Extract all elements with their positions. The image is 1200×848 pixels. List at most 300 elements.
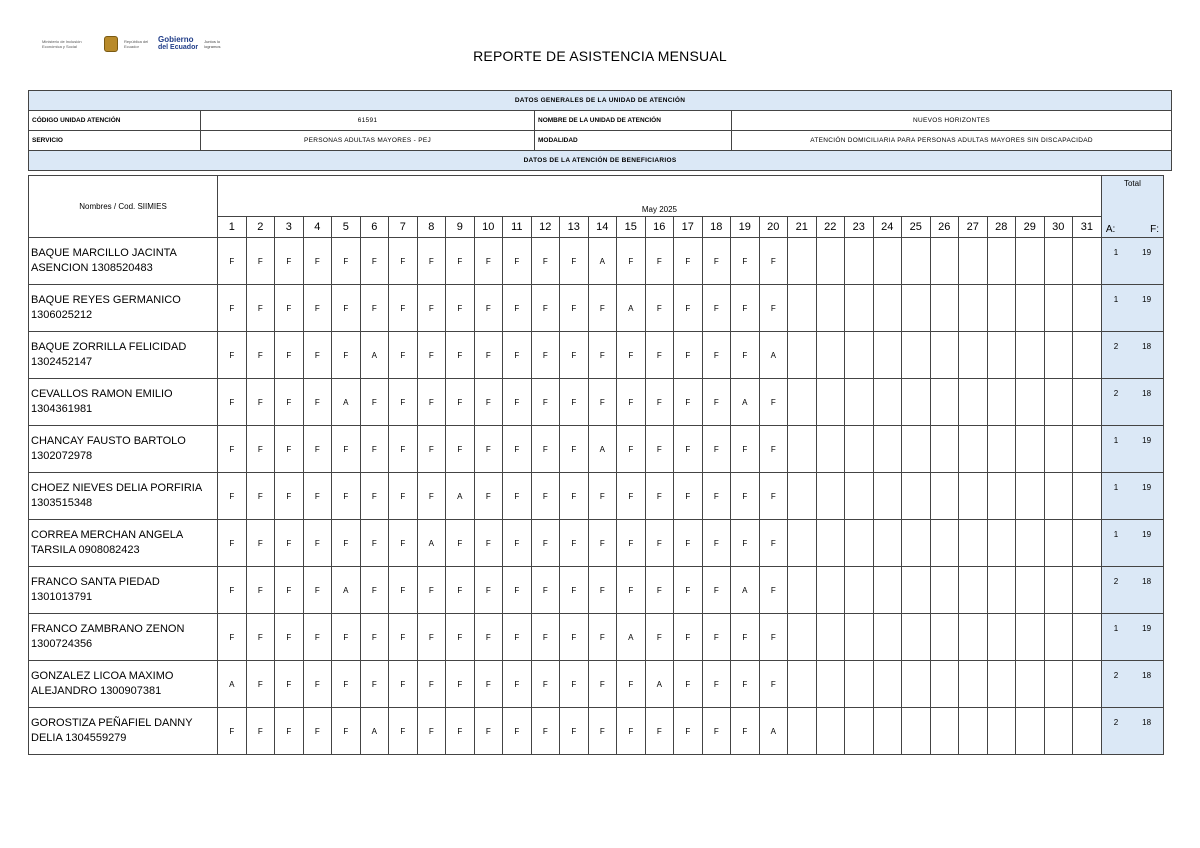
- attendance-mark: F: [389, 285, 418, 332]
- absent-count: 1: [1113, 483, 1119, 492]
- attendance-empty: [930, 520, 959, 567]
- attendance-empty: [1044, 238, 1073, 285]
- attendance-mark: F: [759, 567, 788, 614]
- day-header-25: 25: [902, 217, 931, 238]
- attendance-mark: F: [759, 379, 788, 426]
- attendance-empty: [902, 332, 931, 379]
- attendance-mark: F: [731, 614, 760, 661]
- attendance-mark: A: [332, 567, 361, 614]
- attendance-empty: [1016, 661, 1045, 708]
- attendance-empty: [1073, 520, 1102, 567]
- attendance-empty: [1073, 567, 1102, 614]
- attendance-mark: A: [759, 332, 788, 379]
- attendance-mark: F: [674, 238, 703, 285]
- attendance-mark: F: [588, 332, 617, 379]
- attendance-mark: F: [389, 332, 418, 379]
- attendance-mark: F: [617, 332, 646, 379]
- attendance-mark: A: [617, 614, 646, 661]
- day-header-9: 9: [446, 217, 475, 238]
- day-header-15: 15: [617, 217, 646, 238]
- beneficiary-name: BAQUE ZORRILLA FELICIDAD 1302452147: [29, 332, 218, 379]
- attendance-empty: [902, 567, 931, 614]
- nombre-value: NUEVOS HORIZONTES: [732, 111, 1172, 131]
- attendance-mark: F: [731, 285, 760, 332]
- attendance-empty: [873, 661, 902, 708]
- general-data-band: DATOS GENERALES DE LA UNIDAD DE ATENCIÓN: [29, 91, 1172, 111]
- attendance-empty: [788, 567, 817, 614]
- attendance-empty: [959, 567, 988, 614]
- attendance-mark: F: [674, 661, 703, 708]
- attendance-mark: F: [446, 708, 475, 755]
- attendance-mark: F: [759, 238, 788, 285]
- attendance-mark: F: [218, 473, 247, 520]
- attendance-mark: F: [674, 379, 703, 426]
- attendance-empty: [1044, 708, 1073, 755]
- attendance-mark: F: [531, 238, 560, 285]
- attendance-mark: F: [560, 238, 589, 285]
- attendance-mark: A: [731, 567, 760, 614]
- table-row: [29, 238, 1164, 285]
- row-totals-values: [1102, 520, 1163, 539]
- attendance-mark: F: [645, 708, 674, 755]
- table-row: [29, 520, 1164, 567]
- day-header-7: 7: [389, 217, 418, 238]
- attendance-mark: F: [389, 473, 418, 520]
- attendance-mark: F: [617, 426, 646, 473]
- attendance-mark: F: [389, 379, 418, 426]
- attendance-mark: F: [560, 661, 589, 708]
- attendance-mark: F: [303, 379, 332, 426]
- table-row: [29, 708, 1164, 755]
- day-header-27: 27: [959, 217, 988, 238]
- attendance-empty: [930, 426, 959, 473]
- attendance-mark: F: [702, 379, 731, 426]
- attendance-mark: F: [560, 332, 589, 379]
- day-header-26: 26: [930, 217, 959, 238]
- attendance-mark: F: [588, 285, 617, 332]
- attendance-mark: F: [560, 567, 589, 614]
- attendance-empty: [930, 238, 959, 285]
- attendance-mark: F: [503, 567, 532, 614]
- attendance-mark: F: [560, 473, 589, 520]
- attendance-mark: F: [645, 238, 674, 285]
- attendance-empty: [816, 614, 845, 661]
- attendance-mark: A: [759, 708, 788, 755]
- attendance-mark: F: [360, 379, 389, 426]
- day-header-1: 1: [218, 217, 247, 238]
- attendance-mark: F: [446, 379, 475, 426]
- attendance-empty: [1044, 567, 1073, 614]
- row-totals-values: [1102, 473, 1163, 492]
- attendance-mark: F: [759, 520, 788, 567]
- attendance-mark: A: [588, 426, 617, 473]
- attendance-mark: F: [759, 473, 788, 520]
- attendance-empty: [902, 661, 931, 708]
- attendance-mark: F: [731, 426, 760, 473]
- attendance-mark: F: [303, 238, 332, 285]
- day-header-29: 29: [1016, 217, 1045, 238]
- attendance-mark: F: [360, 614, 389, 661]
- attendance-empty: [873, 379, 902, 426]
- day-header-21: 21: [788, 217, 817, 238]
- attendance-empty: [930, 567, 959, 614]
- day-header-31: 31: [1073, 217, 1102, 238]
- row-totals: [1101, 379, 1163, 426]
- attendance-empty: [902, 426, 931, 473]
- attendance-mark: F: [674, 614, 703, 661]
- row-totals: [1101, 708, 1163, 755]
- attendance-mark: F: [645, 567, 674, 614]
- attendance-empty: [959, 332, 988, 379]
- attendance-mark: F: [275, 473, 304, 520]
- attendance-mark: F: [275, 285, 304, 332]
- attendance-mark: F: [759, 661, 788, 708]
- day-header-20: 20: [759, 217, 788, 238]
- attendance-empty: [959, 379, 988, 426]
- attendance-mark: F: [389, 426, 418, 473]
- attendance-mark: F: [332, 708, 361, 755]
- attendance-mark: F: [645, 285, 674, 332]
- beneficiary-name: CORREA MERCHAN ANGELA TARSILA 0908082423: [29, 520, 218, 567]
- attendance-mark: F: [389, 520, 418, 567]
- attendance-empty: [987, 379, 1016, 426]
- attendance-empty: [873, 708, 902, 755]
- row-totals: [1101, 332, 1163, 379]
- attendance-empty: [873, 426, 902, 473]
- attendance-mark: F: [617, 520, 646, 567]
- attendance-mark: F: [702, 473, 731, 520]
- attendance-empty: [1073, 473, 1102, 520]
- report-title: REPORTE DE ASISTENCIA MENSUAL: [473, 48, 727, 64]
- attendance-mark: A: [617, 285, 646, 332]
- attendance-mark: F: [531, 426, 560, 473]
- attendance-mark: F: [560, 708, 589, 755]
- gobierno-line2: del Ecuador: [158, 44, 199, 51]
- attendance-mark: F: [560, 520, 589, 567]
- attendance-empty: [788, 614, 817, 661]
- day-header-28: 28: [987, 217, 1016, 238]
- attendance-mark: F: [617, 238, 646, 285]
- attendance-empty: [902, 520, 931, 567]
- present-count: 18: [1142, 718, 1152, 727]
- attendance-mark: F: [531, 520, 560, 567]
- attendance-mark: F: [332, 238, 361, 285]
- attendance-mark: F: [702, 708, 731, 755]
- attendance-mark: F: [617, 379, 646, 426]
- attendance-mark: F: [332, 614, 361, 661]
- attendance-empty: [788, 426, 817, 473]
- month-header: May 2025: [218, 176, 1102, 217]
- attendance-empty: [902, 379, 931, 426]
- attendance-mark: F: [246, 520, 275, 567]
- attendance-mark: F: [731, 708, 760, 755]
- attendance-empty: [788, 473, 817, 520]
- attendance-empty: [959, 473, 988, 520]
- total-label: Total: [1123, 179, 1141, 188]
- attendance-mark: F: [560, 614, 589, 661]
- row-totals: [1101, 473, 1163, 520]
- attendance-mark: F: [332, 661, 361, 708]
- attendance-empty: [1073, 661, 1102, 708]
- row-totals: [1101, 238, 1163, 285]
- attendance-mark: F: [446, 567, 475, 614]
- attendance-empty: [816, 473, 845, 520]
- attendance-mark: F: [474, 708, 503, 755]
- attendance-mark: A: [645, 661, 674, 708]
- attendance-mark: A: [360, 332, 389, 379]
- attendance-mark: F: [417, 332, 446, 379]
- attendance-mark: F: [246, 379, 275, 426]
- attendance-empty: [902, 473, 931, 520]
- attendance-empty: [930, 473, 959, 520]
- attendance-empty: [845, 426, 874, 473]
- attendance-mark: F: [360, 238, 389, 285]
- total-header: [1101, 176, 1163, 238]
- beneficiary-name: CEVALLOS RAMON EMILIO 1304361981: [29, 379, 218, 426]
- attendance-mark: A: [218, 661, 247, 708]
- gobierno-tagline: Juntos lo logramos: [204, 39, 221, 49]
- day-header-4: 4: [303, 217, 332, 238]
- attendance-empty: [873, 567, 902, 614]
- attendance-empty: [816, 285, 845, 332]
- attendance-mark: F: [275, 332, 304, 379]
- attendance-mark: F: [531, 332, 560, 379]
- attendance-empty: [902, 238, 931, 285]
- attendance-mark: F: [446, 661, 475, 708]
- attendance-empty: [816, 708, 845, 755]
- attendance-mark: F: [674, 567, 703, 614]
- attendance-mark: F: [588, 473, 617, 520]
- present-count: 19: [1142, 530, 1152, 539]
- row-totals-values: [1102, 567, 1163, 586]
- attendance-mark: F: [588, 614, 617, 661]
- attendance-mark: F: [702, 661, 731, 708]
- attendance-empty: [1016, 567, 1045, 614]
- attendance-mark: F: [275, 567, 304, 614]
- attendance-mark: F: [246, 238, 275, 285]
- attendance-mark: F: [303, 708, 332, 755]
- table-row: [29, 426, 1164, 473]
- row-totals: [1101, 520, 1163, 567]
- attendance-mark: F: [531, 473, 560, 520]
- attendance-empty: [987, 426, 1016, 473]
- attendance-empty: [788, 661, 817, 708]
- attendance-mark: F: [246, 332, 275, 379]
- attendance-mark: F: [645, 332, 674, 379]
- attendance-mark: F: [503, 285, 532, 332]
- attendance-mark: F: [731, 332, 760, 379]
- attendance-empty: [1044, 614, 1073, 661]
- present-count: 19: [1142, 624, 1152, 633]
- attendance-mark: F: [389, 567, 418, 614]
- attendance-mark: F: [446, 614, 475, 661]
- attendance-empty: [987, 661, 1016, 708]
- absent-count: 2: [1113, 342, 1119, 351]
- attendance-mark: F: [531, 567, 560, 614]
- attendance-mark: F: [218, 567, 247, 614]
- row-totals-values: [1102, 426, 1163, 445]
- attendance-mark: F: [531, 708, 560, 755]
- attendance-mark: F: [246, 661, 275, 708]
- attendance-mark: F: [474, 520, 503, 567]
- attendance-mark: F: [503, 473, 532, 520]
- attendance-mark: F: [503, 332, 532, 379]
- beneficiary-name: GONZALEZ LICOA MAXIMO ALEJANDRO 1300907381: [29, 661, 218, 708]
- attendance-mark: A: [588, 238, 617, 285]
- attendance-mark: F: [218, 332, 247, 379]
- attendance-mark: F: [246, 567, 275, 614]
- attendance-empty: [959, 238, 988, 285]
- attendance-mark: F: [731, 238, 760, 285]
- attendance-empty: [1016, 708, 1045, 755]
- attendance-mark: F: [303, 614, 332, 661]
- day-header-30: 30: [1044, 217, 1073, 238]
- attendance-mark: F: [218, 426, 247, 473]
- attendance-empty: [987, 614, 1016, 661]
- row-totals-values: [1102, 661, 1163, 680]
- attendance-mark: F: [303, 661, 332, 708]
- attendance-mark: F: [332, 426, 361, 473]
- row-totals-values: [1102, 379, 1163, 398]
- attendance-empty: [959, 285, 988, 332]
- table-row: [29, 332, 1164, 379]
- attendance-mark: F: [446, 332, 475, 379]
- gobierno-line1: Gobierno: [158, 35, 194, 44]
- attendance-empty: [902, 708, 931, 755]
- attendance-mark: F: [389, 238, 418, 285]
- attendance-empty: [1073, 332, 1102, 379]
- attendance-mark: A: [417, 520, 446, 567]
- row-totals-values: [1102, 614, 1163, 633]
- name-column-header: Nombres / Cod. SIIMIES: [29, 176, 218, 238]
- day-header-12: 12: [531, 217, 560, 238]
- attendance-empty: [845, 614, 874, 661]
- absent-count: 1: [1113, 624, 1119, 633]
- attendance-empty: [1016, 614, 1045, 661]
- attendance-mark: F: [674, 708, 703, 755]
- row-totals-values: [1102, 285, 1163, 304]
- beneficiary-name: FRANCO ZAMBRANO ZENON 1300724356: [29, 614, 218, 661]
- attendance-mark: F: [332, 285, 361, 332]
- attendance-empty: [845, 473, 874, 520]
- attendance-mark: A: [446, 473, 475, 520]
- attendance-mark: F: [674, 332, 703, 379]
- attendance-mark: F: [218, 379, 247, 426]
- attendance-mark: F: [503, 520, 532, 567]
- attendance-mark: F: [474, 332, 503, 379]
- attendance-mark: F: [474, 426, 503, 473]
- attendance-empty: [1016, 238, 1045, 285]
- attendance-mark: F: [474, 614, 503, 661]
- attendance-empty: [816, 426, 845, 473]
- attendance-mark: F: [417, 708, 446, 755]
- table-row: [29, 285, 1164, 332]
- attendance-empty: [959, 426, 988, 473]
- attendance-mark: F: [218, 238, 247, 285]
- present-label: F:: [1150, 224, 1159, 235]
- attendance-mark: F: [503, 426, 532, 473]
- attendance-empty: [987, 520, 1016, 567]
- attendance-mark: F: [303, 520, 332, 567]
- attendance-mark: F: [360, 426, 389, 473]
- table-row: [29, 661, 1164, 708]
- row-totals-values: [1102, 332, 1163, 351]
- attendance-empty: [1073, 614, 1102, 661]
- attendance-empty: [845, 379, 874, 426]
- attendance-empty: [845, 332, 874, 379]
- attendance-empty: [930, 285, 959, 332]
- servicio-value: PERSONAS ADULTAS MAYORES - PEJ: [201, 131, 535, 151]
- codigo-value: 61591: [201, 111, 535, 131]
- codigo-label: CÓDIGO UNIDAD ATENCIÓN: [29, 111, 201, 131]
- attendance-mark: F: [759, 426, 788, 473]
- attendance-mark: F: [417, 426, 446, 473]
- beneficiary-name: BAQUE MARCILLO JACINTA ASENCION 1308520483: [29, 238, 218, 285]
- attendance-empty: [987, 332, 1016, 379]
- seal-caption: República del Ecuador: [124, 39, 149, 49]
- row-totals-values: [1102, 708, 1163, 727]
- attendance-empty: [873, 238, 902, 285]
- day-header-16: 16: [645, 217, 674, 238]
- attendance-mark: F: [417, 614, 446, 661]
- day-header-19: 19: [731, 217, 760, 238]
- attendance-table: [28, 175, 1164, 755]
- attendance-mark: F: [246, 473, 275, 520]
- attendance-mark: F: [702, 426, 731, 473]
- day-header-6: 6: [360, 217, 389, 238]
- attendance-mark: F: [246, 614, 275, 661]
- attendance-mark: F: [446, 238, 475, 285]
- attendance-empty: [1044, 379, 1073, 426]
- modalidad-label: MODALIDAD: [535, 131, 732, 151]
- table-row: [29, 379, 1164, 426]
- table-row: [29, 614, 1164, 661]
- table-row: [29, 567, 1164, 614]
- attendance-mark: F: [560, 285, 589, 332]
- attendance-mark: F: [674, 285, 703, 332]
- attendance-empty: [1016, 426, 1045, 473]
- attendance-empty: [816, 379, 845, 426]
- attendance-empty: [1016, 520, 1045, 567]
- attendance-empty: [816, 661, 845, 708]
- attendance-empty: [987, 473, 1016, 520]
- attendance-empty: [873, 520, 902, 567]
- attendance-mark: F: [360, 520, 389, 567]
- attendance-empty: [1044, 661, 1073, 708]
- modalidad-value: ATENCIÓN DOMICILIARIA PARA PERSONAS ADULTAS MAYORES SIN DISCAPACIDAD: [732, 131, 1172, 151]
- attendance-mark: F: [588, 567, 617, 614]
- attendance-mark: A: [360, 708, 389, 755]
- absent-count: 2: [1113, 718, 1119, 727]
- attendance-mark: F: [617, 661, 646, 708]
- attendance-mark: F: [702, 332, 731, 379]
- attendance-mark: F: [446, 285, 475, 332]
- attendance-empty: [845, 661, 874, 708]
- attendance-mark: F: [531, 379, 560, 426]
- attendance-mark: F: [702, 520, 731, 567]
- attendance-empty: [1044, 426, 1073, 473]
- attendance-mark: F: [503, 379, 532, 426]
- attendance-empty: [1073, 426, 1102, 473]
- attendance-mark: F: [503, 708, 532, 755]
- absent-count: 1: [1113, 295, 1119, 304]
- attendance-mark: F: [560, 379, 589, 426]
- attendance-mark: F: [560, 426, 589, 473]
- attendance-empty: [845, 567, 874, 614]
- attendance-empty: [959, 520, 988, 567]
- attendance-mark: F: [474, 473, 503, 520]
- beneficiary-name: CHANCAY FAUSTO BARTOLO 1302072978: [29, 426, 218, 473]
